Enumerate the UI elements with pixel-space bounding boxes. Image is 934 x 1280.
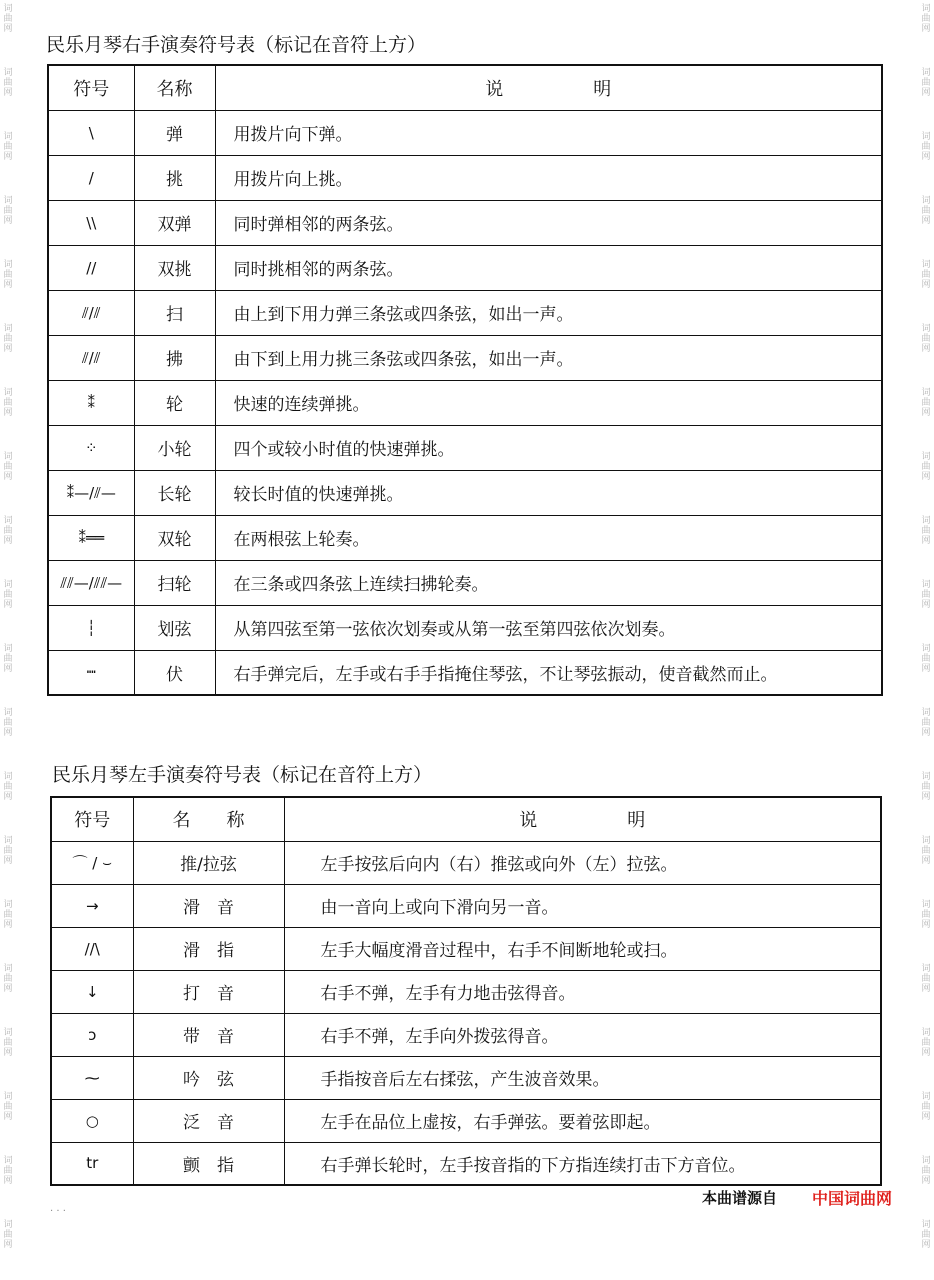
watermark-text: 词 曲 网 (3, 964, 13, 994)
watermark-text: 词 曲 网 (921, 580, 931, 610)
watermark-text: 词 曲 网 (921, 1028, 931, 1058)
watermark-text: 词 曲 网 (921, 644, 931, 674)
right-hand-table-caption: 民乐月琴右手演奏符号表（标记在音符上方） (46, 34, 427, 56)
name-cell: 扫 (134, 290, 215, 335)
table-row (48, 155, 882, 200)
description-cell: 从第四弦至第一弦依次划奏或从第一弦至第四弦依次划奏。 (215, 605, 882, 650)
table-header-row (48, 65, 882, 110)
description-cell: 右手弹完后，左手或右手手指掩住琴弦，不让琴弦振动，使音截然而止。 (215, 650, 882, 695)
watermark-text: 词 曲 网 (921, 132, 931, 162)
right-hand-symbol-table (47, 64, 883, 696)
right-watermark-strip (918, 0, 934, 1250)
header-name: 名 称 (133, 797, 284, 841)
watermark-text: 词 曲 网 (3, 708, 13, 738)
watermark-text: 词 曲 网 (921, 4, 931, 34)
symbol-cell: ⁑══ (48, 515, 134, 560)
description-cell: 右手不弹，左手向外拨弦得音。 (284, 1013, 881, 1056)
watermark-text: 词 曲 网 (921, 1092, 931, 1122)
watermark-text: 词 曲 网 (3, 1092, 13, 1122)
table-row (48, 200, 882, 245)
description-cell: 四个或较小时值的快速弹挑。 (215, 425, 882, 470)
header-symbol: 符号 (48, 65, 134, 110)
name-cell: 滑 音 (133, 884, 284, 927)
watermark-text: 词 曲 网 (921, 324, 931, 354)
symbol-cell: ┉ (48, 650, 134, 695)
table-row (48, 470, 882, 515)
site-name: 中国词曲网 (812, 1189, 893, 1208)
watermark-text: 词 曲 网 (3, 900, 13, 930)
description-cell: 在三条或四条弦上连续扫拂轮奏。 (215, 560, 882, 605)
watermark-text: 词 曲 网 (921, 836, 931, 866)
table-row (51, 884, 881, 927)
name-cell: 颤 指 (133, 1142, 284, 1185)
description-cell: 右手弹长轮时，左手按音指的下方指连续打击下方音位。 (284, 1142, 881, 1185)
name-cell: 弹 (134, 110, 215, 155)
symbol-cell: ↓ (51, 970, 133, 1013)
name-cell: 划弦 (134, 605, 215, 650)
watermark-text: 词 曲 网 (921, 772, 931, 802)
watermark-text: 词 曲 网 (3, 196, 13, 226)
name-cell: 推/拉弦 (133, 841, 284, 884)
description-cell: 右手不弹，左手有力地击弦得音。 (284, 970, 881, 1013)
table-row (48, 335, 882, 380)
symbol-cell: ⁘ (48, 425, 134, 470)
name-cell: 打 音 (133, 970, 284, 1013)
table-row (48, 110, 882, 155)
header-description: 说 明 (284, 797, 881, 841)
name-cell: 滑 指 (133, 927, 284, 970)
name-cell: 双弹 (134, 200, 215, 245)
watermark-text: 词 曲 网 (3, 4, 13, 34)
table-row (51, 927, 881, 970)
watermark-text: 词 曲 网 (3, 772, 13, 802)
name-cell: 带 音 (133, 1013, 284, 1056)
name-cell: 拂 (134, 335, 215, 380)
table-row (51, 1099, 881, 1142)
header-description: 说 明 (215, 65, 882, 110)
description-cell: 在两根弦上轮奏。 (215, 515, 882, 560)
symbol-cell: ⁑—/⫽— (48, 470, 134, 515)
table-row (51, 1013, 881, 1056)
table-header-row (51, 797, 881, 841)
symbol-cell: tr (51, 1142, 133, 1185)
watermark-text: 词 曲 网 (921, 260, 931, 290)
description-cell: 手指按音后左右揉弦，产生波音效果。 (284, 1056, 881, 1099)
watermark-text: 词 曲 网 (3, 260, 13, 290)
table-row (48, 650, 882, 695)
left-hand-symbol-table (50, 796, 882, 1186)
header-symbol: 符号 (51, 797, 133, 841)
name-cell: 伏 (134, 650, 215, 695)
table-row (48, 380, 882, 425)
name-cell: 长轮 (134, 470, 215, 515)
name-cell: 泛 音 (133, 1099, 284, 1142)
watermark-text: 词 曲 网 (921, 388, 931, 418)
name-cell: 双挑 (134, 245, 215, 290)
symbol-cell: ⫽/⫽ (48, 335, 134, 380)
watermark-text: 词 曲 网 (921, 516, 931, 546)
symbol-cell: \\ (48, 200, 134, 245)
watermark-text: 词 曲 网 (3, 1220, 13, 1250)
description-cell: 由一音向上或向下滑向另一音。 (284, 884, 881, 927)
symbol-cell: ɔ (51, 1013, 133, 1056)
symbol-cell: \ (48, 110, 134, 155)
table-row (48, 245, 882, 290)
watermark-text: 词 曲 网 (921, 68, 931, 98)
watermark-text: 词 曲 网 (3, 644, 13, 674)
name-cell: 扫轮 (134, 560, 215, 605)
description-cell: 左手按弦后向内（右）推弦或向外（左）拉弦。 (284, 841, 881, 884)
symbol-cell: ⌒ / ⌣ (51, 841, 133, 884)
description-cell: 用拨片向上挑。 (215, 155, 882, 200)
description-cell: 由下到上用力挑三条弦或四条弦，如出一声。 (215, 335, 882, 380)
watermark-text: 词 曲 网 (3, 836, 13, 866)
table-row (48, 515, 882, 560)
symbol-cell: → (51, 884, 133, 927)
watermark-text: 词 曲 网 (3, 132, 13, 162)
symbol-cell: ⁓ (51, 1056, 133, 1099)
name-cell: 挑 (134, 155, 215, 200)
page-number: · · · (50, 1206, 66, 1217)
name-cell: 小轮 (134, 425, 215, 470)
table-row (51, 841, 881, 884)
table-row (48, 425, 882, 470)
source-label: 本曲谱源自 (702, 1189, 778, 1207)
table-row (48, 605, 882, 650)
watermark-text: 词 曲 网 (3, 580, 13, 610)
watermark-text: 词 曲 网 (921, 900, 931, 930)
description-cell: 左手在品位上虚按，右手弹弦。要着弦即起。 (284, 1099, 881, 1142)
watermark-text: 词 曲 网 (921, 964, 931, 994)
description-cell: 左手大幅度滑音过程中，右手不间断地轮或扫。 (284, 927, 881, 970)
watermark-text: 词 曲 网 (921, 196, 931, 226)
table-row (51, 1056, 881, 1099)
description-cell: 由上到下用力弹三条弦或四条弦，如出一声。 (215, 290, 882, 335)
description-cell: 快速的连续弹挑。 (215, 380, 882, 425)
description-cell: 同时弹相邻的两条弦。 (215, 200, 882, 245)
description-cell: 用拨片向下弹。 (215, 110, 882, 155)
left-hand-table-caption: 民乐月琴左手演奏符号表（标记在音符上方） (52, 764, 433, 786)
watermark-text: 词 曲 网 (921, 1156, 931, 1186)
left-watermark-strip (0, 0, 16, 1250)
symbol-cell: ⫽/⫽ (48, 290, 134, 335)
description-cell: 同时挑相邻的两条弦。 (215, 245, 882, 290)
name-cell: 轮 (134, 380, 215, 425)
watermark-text: 词 曲 网 (3, 68, 13, 98)
watermark-text: 词 曲 网 (3, 452, 13, 482)
header-name: 名称 (134, 65, 215, 110)
name-cell: 吟 弦 (133, 1056, 284, 1099)
description-cell: 较长时值的快速弹挑。 (215, 470, 882, 515)
table-row (48, 290, 882, 335)
table-row (51, 970, 881, 1013)
watermark-text: 词 曲 网 (3, 516, 13, 546)
symbol-cell: // (48, 245, 134, 290)
symbol-cell: ⫽⫽—/⫽⫽— (48, 560, 134, 605)
watermark-text: 词 曲 网 (921, 452, 931, 482)
symbol-cell: ⁑ (48, 380, 134, 425)
symbol-cell: ┆ (48, 605, 134, 650)
watermark-text: 词 曲 网 (921, 708, 931, 738)
symbol-cell: ○ (51, 1099, 133, 1142)
symbol-cell: / (48, 155, 134, 200)
watermark-text: 词 曲 网 (3, 324, 13, 354)
symbol-cell: //\ (51, 927, 133, 970)
table-row (48, 560, 882, 605)
table-row (51, 1142, 881, 1185)
name-cell: 双轮 (134, 515, 215, 560)
watermark-text: 词 曲 网 (3, 1156, 13, 1186)
watermark-text: 词 曲 网 (3, 1028, 13, 1058)
watermark-text: 词 曲 网 (3, 388, 13, 418)
watermark-text: 词 曲 网 (921, 1220, 931, 1250)
